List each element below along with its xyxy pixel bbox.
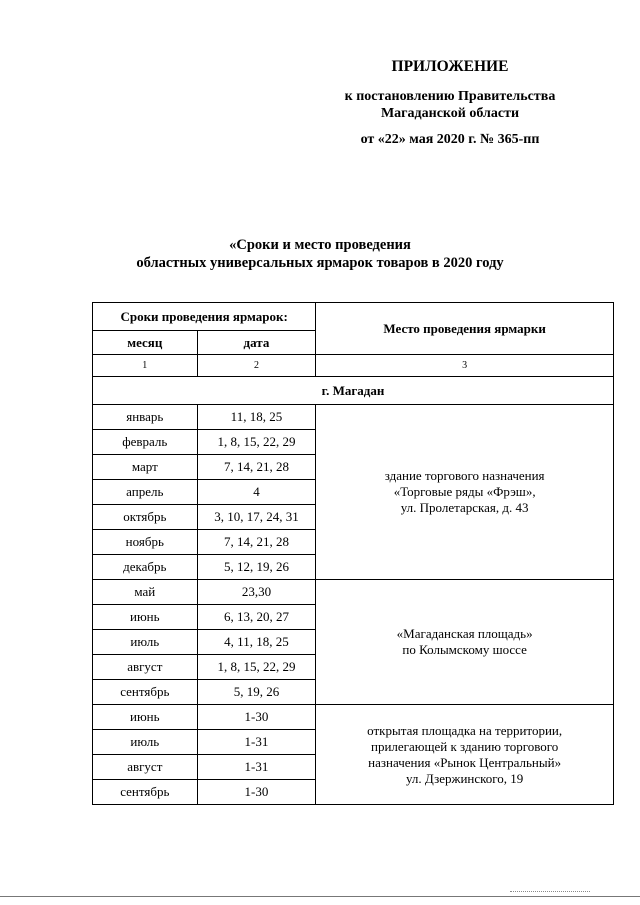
document-title-line1: «Сроки и место проведения bbox=[229, 237, 411, 253]
dates-cell: 11, 18, 25 bbox=[197, 405, 316, 430]
place-cell bbox=[316, 580, 614, 705]
dates-cell: 1, 8, 15, 22, 29 bbox=[197, 655, 316, 680]
footer-mark bbox=[510, 891, 590, 895]
month-cell: сентябрь bbox=[93, 680, 198, 705]
place-line: открытая площадка на территории, bbox=[367, 722, 563, 738]
column-number-row bbox=[93, 355, 614, 377]
table-row bbox=[93, 580, 614, 605]
dates-cell: 7, 14, 21, 28 bbox=[197, 530, 316, 555]
header-date: дата bbox=[197, 331, 316, 355]
schedule-table bbox=[92, 302, 614, 805]
dates-cell: 1, 8, 15, 22, 29 bbox=[197, 430, 316, 455]
place-line: прилегающей к зданию торгового bbox=[371, 738, 559, 754]
month-cell: март bbox=[93, 455, 198, 480]
dates-cell: 1-31 bbox=[197, 730, 316, 755]
dates-cell: 23,30 bbox=[197, 580, 316, 605]
dates-cell: 1-31 bbox=[197, 755, 316, 780]
column-number: 2 bbox=[197, 355, 316, 377]
place-cell bbox=[316, 705, 614, 805]
month-cell: июль bbox=[93, 630, 198, 655]
place-line: ул. Дзержинского, 19 bbox=[405, 770, 524, 786]
city-row bbox=[93, 377, 614, 405]
month-cell: октябрь bbox=[93, 505, 198, 530]
header-terms: Сроки проведения ярмарок: bbox=[93, 303, 316, 331]
month-cell: июнь bbox=[93, 705, 198, 730]
month-cell: апрель bbox=[93, 480, 198, 505]
place-line: «Торговые ряды «Фрэш», bbox=[393, 484, 536, 499]
month-cell: декабрь bbox=[93, 555, 198, 580]
column-number: 1 bbox=[93, 355, 198, 377]
dates-cell: 5, 12, 19, 26 bbox=[197, 555, 316, 580]
month-cell: ноябрь bbox=[93, 530, 198, 555]
place-line: по Колымскому шоссе bbox=[402, 642, 527, 657]
dates-cell: 1-30 bbox=[197, 780, 316, 805]
dates-cell: 4 bbox=[197, 480, 316, 505]
place-line: здание торгового назначения bbox=[384, 468, 545, 483]
month-cell: август bbox=[93, 755, 198, 780]
table-row bbox=[93, 405, 614, 430]
header-place: Место проведения ярмарки bbox=[316, 303, 614, 355]
place-cell bbox=[316, 405, 614, 580]
place-line: ул. Пролетарская, д. 43 bbox=[400, 500, 529, 515]
table-row bbox=[93, 705, 614, 730]
dates-cell: 1-30 bbox=[197, 705, 316, 730]
month-cell: июль bbox=[93, 730, 198, 755]
column-number: 3 bbox=[316, 355, 614, 377]
dates-cell: 7, 14, 21, 28 bbox=[197, 455, 316, 480]
dates-cell: 4, 11, 18, 25 bbox=[197, 630, 316, 655]
dates-cell: 6, 13, 20, 27 bbox=[197, 605, 316, 630]
month-cell: май bbox=[93, 580, 198, 605]
appendix-subtitle bbox=[300, 88, 600, 122]
month-cell: январь bbox=[93, 405, 198, 430]
appendix-date: от «22» мая 2020 г. № 365-пп bbox=[360, 132, 540, 147]
dates-cell: 3, 10, 17, 24, 31 bbox=[197, 505, 316, 530]
month-cell: сентябрь bbox=[93, 780, 198, 805]
month-cell: июнь bbox=[93, 605, 198, 630]
header-row bbox=[93, 303, 614, 331]
month-cell: февраль bbox=[93, 430, 198, 455]
document-title-line2: областных универсальных ярмарок товаров в 2020 году bbox=[136, 255, 504, 271]
appendix-line2: Магаданской области bbox=[380, 106, 520, 121]
footer-divider bbox=[0, 896, 640, 898]
city-name: г. Магадан bbox=[93, 377, 614, 405]
document-title bbox=[60, 236, 580, 272]
header-month: месяц bbox=[93, 331, 198, 355]
place-line: «Магаданская площадь» bbox=[396, 626, 533, 641]
appendix-title: ПРИЛОЖЕНИЕ bbox=[391, 58, 509, 75]
dates-cell: 5, 19, 26 bbox=[197, 680, 316, 705]
month-cell: август bbox=[93, 655, 198, 680]
place-line: назначения «Рынок Центральный» bbox=[368, 754, 562, 770]
appendix-line1: к постановлению Правительства bbox=[344, 89, 556, 104]
